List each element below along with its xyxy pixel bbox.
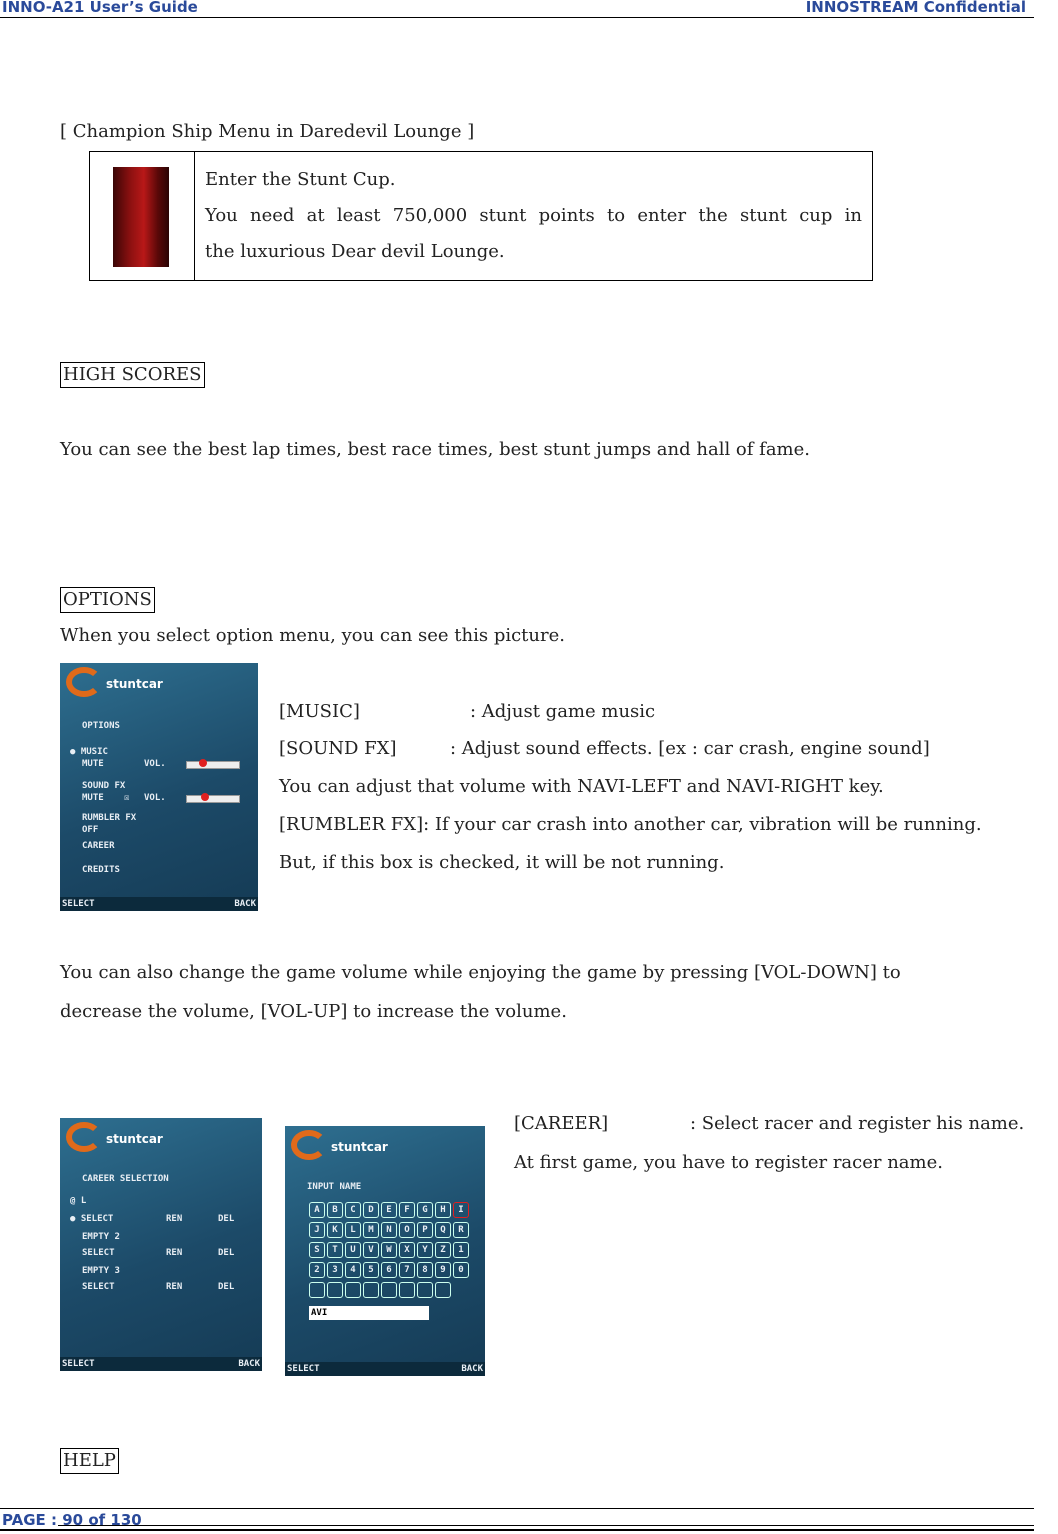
name-entry-field: AVI — [309, 1306, 429, 1320]
help-heading: HELP — [60, 1448, 119, 1474]
screen-career-label: CAREER — [82, 841, 115, 851]
name-key: 2 — [309, 1262, 325, 1278]
screen-back-softkey: BACK — [234, 899, 256, 909]
career-desc: : Select racer and register his name. — [690, 1113, 1025, 1134]
screen-mute-label: MUTE — [82, 759, 104, 769]
name-key: 6 — [381, 1262, 397, 1278]
name-key: Q — [435, 1222, 451, 1238]
screen-rumbler-label: RUMBLER FX — [82, 813, 137, 823]
options-heading: OPTIONS — [60, 587, 155, 613]
screen-music-row: ● MUSIC — [70, 747, 108, 757]
options-screenshot — [60, 663, 258, 911]
high-scores-text: You can see the best lap times, best race times, best stunt jumps and hall of fame. — [60, 439, 810, 460]
name-key: W — [381, 1242, 397, 1258]
name-key: V — [363, 1242, 379, 1258]
name-key: 1 — [453, 1242, 469, 1258]
volume-line-1: You can also change the game volume while enjoying the game by pressing [VOL-DOWN] to — [60, 962, 901, 983]
name-key — [363, 1282, 379, 1298]
name-key: S — [309, 1242, 325, 1258]
name-key — [417, 1282, 433, 1298]
name-key: Y — [417, 1242, 433, 1258]
name-key: Z — [435, 1242, 451, 1258]
name-screen-title: INPUT NAME — [307, 1182, 362, 1192]
career-row-3-label: SELECT — [82, 1248, 115, 1258]
name-key: C — [345, 1202, 361, 1218]
name-key: O — [399, 1222, 415, 1238]
name-key: B — [327, 1202, 343, 1218]
screen-off-label: OFF — [82, 825, 99, 835]
stunt-cup-description — [195, 152, 873, 281]
screen-mute-label-2: MUTE — [82, 793, 104, 803]
career-note: At first game, you have to register racer name. — [514, 1152, 943, 1173]
name-key: X — [399, 1242, 415, 1258]
career-row-5-ren: REN — [166, 1282, 183, 1292]
career-row-5-del: DEL — [218, 1282, 235, 1292]
name-key: I — [453, 1202, 469, 1218]
career-back-softkey: BACK — [238, 1359, 260, 1369]
page-header — [0, 0, 1034, 18]
stunt-cup-image — [91, 153, 193, 279]
screen-vol-label-2: VOL. — [144, 793, 166, 803]
header-doc-title: INNO-A21 User’s Guide — [2, 0, 198, 16]
name-key: R — [453, 1222, 469, 1238]
stuntcar-logo-icon — [66, 667, 102, 697]
name-key: J — [309, 1222, 325, 1238]
career-row-1: ● SELECT — [70, 1214, 114, 1224]
name-key: K — [327, 1222, 343, 1238]
music-volume-slider — [186, 761, 240, 769]
rumbler-note: But, if this box is checked, it will be not running. — [279, 852, 725, 873]
screen-credits-label: CREDITS — [82, 865, 120, 875]
career-current-row: @ L — [70, 1196, 87, 1206]
footer-page-number: PAGE : 90 of 130 — [2, 1511, 142, 1529]
sound-desc: : Adjust sound effects. [ex : car crash, engine sound] — [450, 738, 930, 759]
career-screen-title: CAREER SELECTION — [82, 1174, 169, 1184]
name-key: T — [327, 1242, 343, 1258]
name-key: 5 — [363, 1262, 379, 1278]
career-row-2-label: EMPTY 2 — [82, 1232, 120, 1242]
screen-music-label: MUSIC — [80, 747, 108, 757]
screen-brand-3: stuntcar — [331, 1140, 388, 1154]
rumbler-key: [RUMBLER FX] — [279, 814, 424, 835]
career-screenshot — [60, 1118, 262, 1371]
name-key — [381, 1282, 397, 1298]
section-title: [ Champion Ship Menu in Daredevil Lounge ] — [60, 121, 475, 142]
career-row-3-ren: REN — [166, 1248, 183, 1258]
stuntcar-logo-icon-3 — [291, 1130, 327, 1160]
footer-separator — [58, 1525, 1034, 1526]
career-current-name: L — [80, 1196, 87, 1206]
footer-rule — [0, 1508, 1034, 1509]
header-confidential: INNOSTREAM Confidential — [805, 0, 1026, 16]
screen-brand: stuntcar — [106, 677, 163, 691]
volume-line-2: decrease the volume, [VOL-UP] to increase the volume. — [60, 1001, 567, 1022]
career-key: [CAREER] — [514, 1113, 609, 1134]
name-key: D — [363, 1202, 379, 1218]
career-select-softkey: SELECT — [62, 1359, 95, 1369]
name-key: L — [345, 1222, 361, 1238]
name-key: F — [399, 1202, 415, 1218]
name-key — [435, 1282, 451, 1298]
career-row-5-label: SELECT — [82, 1282, 115, 1292]
stunt-cup-table — [89, 151, 873, 281]
music-key: [MUSIC] — [279, 701, 360, 722]
career-row-1-del: DEL — [218, 1214, 235, 1224]
name-key: 9 — [435, 1262, 451, 1278]
music-desc: : Adjust game music — [470, 701, 656, 722]
name-key: 0 — [453, 1262, 469, 1278]
screen-soundfx-label: SOUND FX — [82, 781, 126, 791]
screen-brand-2: stuntcar — [106, 1132, 163, 1146]
screen-select-softkey: SELECT — [62, 899, 95, 909]
mute-checkbox-icon: ☒ — [124, 793, 130, 803]
name-select-softkey: SELECT — [287, 1364, 320, 1374]
page-footer — [0, 1511, 1034, 1531]
sound-key: [SOUND FX] — [279, 738, 397, 759]
input-name-screenshot — [285, 1126, 485, 1376]
soundfx-volume-slider — [186, 795, 240, 803]
career-row-3-del: DEL — [218, 1248, 235, 1258]
name-key: M — [363, 1222, 379, 1238]
name-key: 8 — [417, 1262, 433, 1278]
options-intro: When you select option menu, you can see this picture. — [60, 625, 565, 646]
career-row-1-label: SELECT — [80, 1214, 114, 1224]
cup-line-1: Enter the Stunt Cup. — [205, 169, 396, 190]
name-key: U — [345, 1242, 361, 1258]
name-key — [399, 1282, 415, 1298]
name-key: P — [417, 1222, 433, 1238]
name-key: 3 — [327, 1262, 343, 1278]
name-key: E — [381, 1202, 397, 1218]
name-key — [309, 1282, 325, 1298]
name-key: 7 — [399, 1262, 415, 1278]
name-key: 4 — [345, 1262, 361, 1278]
cup-line-2: You need at least 750,000 stunt points to enter the stunt cup in — [205, 205, 862, 226]
name-key — [345, 1282, 361, 1298]
cup-line-3: the luxurious Dear devil Lounge. — [205, 241, 505, 262]
rumbler-line — [279, 813, 982, 837]
stunt-cup-image-cell — [90, 152, 195, 281]
rumbler-desc: : If your car crash into another car, vibration will be running. — [423, 814, 982, 835]
name-key: N — [381, 1222, 397, 1238]
name-key — [327, 1282, 343, 1298]
stuntcar-logo-icon-2 — [66, 1122, 102, 1152]
screen-title: OPTIONS — [82, 721, 120, 731]
career-row-4-label: EMPTY 3 — [82, 1266, 120, 1276]
name-key: H — [435, 1202, 451, 1218]
career-row-1-ren: REN — [166, 1214, 183, 1224]
name-key: A — [309, 1202, 325, 1218]
name-back-softkey: BACK — [461, 1364, 483, 1374]
name-key: G — [417, 1202, 433, 1218]
screen-vol-label: VOL. — [144, 759, 166, 769]
sound-note: You can adjust that volume with NAVI-LEFT and NAVI-RIGHT key. — [279, 776, 884, 797]
high-scores-heading: HIGH SCORES — [60, 362, 205, 388]
